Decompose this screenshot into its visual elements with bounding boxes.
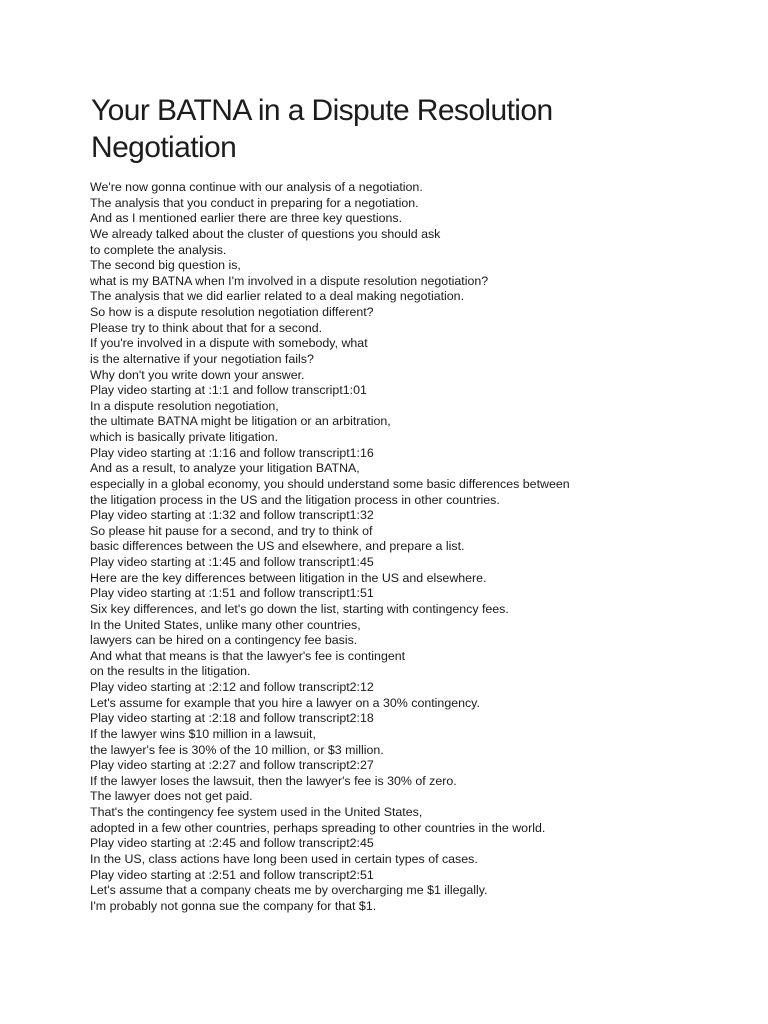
transcript-line: The analysis that you conduct in preparing for a negotiation. [90, 195, 419, 210]
transcript-timestamp-line: Play video starting at :2:45 and follow transcript2:45 [90, 836, 374, 851]
transcript-line: Please try to think about that for a second. [90, 320, 323, 335]
transcript-line: If the lawyer loses the lawsuit, then the lawyer's fee is 30% of zero. [90, 773, 457, 788]
transcript-line: on the results in the litigation. [90, 664, 251, 679]
transcript-line: And as I mentioned earlier there are three key questions. [90, 211, 403, 226]
transcript-timestamp-line: Play video starting at :2:12 and follow transcript2:12 [90, 680, 374, 694]
transcript-line: lawyers can be hired on a contingency fee basis. [90, 633, 358, 648]
transcript-line: what is my BATNA when I'm involved in a dispute resolution negotiation? [90, 273, 489, 288]
transcript-line: In a dispute resolution negotiation, [90, 398, 279, 413]
transcript-line: Why don't you write down your answer. [90, 367, 305, 382]
transcript-body [90, 180, 730, 914]
transcript-line: And what that means is that the lawyer's fee is contingent [90, 648, 406, 663]
transcript-line: which is basically private litigation. [90, 430, 279, 444]
transcript-line: We already talked about the cluster of questions you should ask [90, 226, 441, 241]
document-title: Your BATNA in a Dispute Resolution Negotiation [91, 94, 553, 164]
transcript-line: Here are the key differences between litigation in the US and elsewhere. [90, 570, 487, 585]
transcript-timestamp-line: Play video starting at :2:18 and follow transcript2:18 [90, 711, 374, 726]
transcript-line: I'm probably not gonna sue the company for that $1. [90, 898, 377, 913]
transcript-line: If the lawyer wins $10 million in a lawsuit, [90, 726, 316, 741]
transcript-line: the ultimate BATNA might be litigation or an arbitration, [90, 414, 391, 429]
transcript-line: Let's assume that a company cheats me by overcharging me $1 illegally. [90, 883, 488, 898]
transcript-line: especially in a global economy, you should understand some basic differences between [90, 476, 570, 491]
transcript-line: the lawyer's fee is 30% of the 10 million, or $3 million. [90, 742, 384, 757]
transcript-line: The second big question is, [90, 258, 241, 273]
transcript-line: The lawyer does not get paid. [90, 789, 253, 804]
transcript-timestamp-line: Play video starting at :1:16 and follow transcript1:16 [90, 445, 374, 460]
transcript-line: And as a result, to analyze your litigation BATNA, [90, 461, 360, 476]
transcript-timestamp-line: Play video starting at :1:1 and follow transcript1:01 [90, 383, 367, 398]
transcript-timestamp-line: Play video starting at :1:32 and follow transcript1:32 [90, 508, 374, 523]
transcript-line: In the US, class actions have long been used in certain types of cases. [90, 851, 478, 866]
transcript-line: the litigation process in the US and the litigation process in other countries. [90, 492, 500, 507]
transcript-line: basic differences between the US and elsewhere, and prepare a list. [90, 539, 465, 554]
transcript-line: We're now gonna continue with our analysis of a negotiation. [90, 180, 423, 194]
transcript-line: Let's assume for example that you hire a lawyer on a 30% contingency. [90, 695, 480, 710]
transcript-line: If you're involved in a dispute with somebody, what [90, 336, 368, 351]
transcript-timestamp-line: Play video starting at :1:51 and follow transcript1:51 [90, 586, 374, 601]
transcript-timestamp-line: Play video starting at :1:45 and follow transcript1:45 [90, 555, 374, 569]
transcript-timestamp-line: Play video starting at :2:27 and follow transcript2:27 [90, 758, 374, 773]
transcript-line: adopted in a few other countries, perhaps spreading to other countries in the world. [90, 820, 546, 835]
transcript-line: is the alternative if your negotiation fails? [90, 351, 314, 366]
transcript-timestamp-line: Play video starting at :2:51 and follow transcript2:51 [90, 867, 374, 882]
transcript-line: In the United States, unlike many other countries, [90, 617, 361, 632]
transcript-line: Six key differences, and let's go down the list, starting with contingency fees. [90, 601, 509, 616]
transcript-line: That's the contingency fee system used in the United States, [90, 805, 423, 819]
transcript-line: to complete the analysis. [90, 242, 227, 257]
transcript-line: The analysis that we did earlier related to a deal making negotiation. [90, 289, 465, 304]
transcript-line: So please hit pause for a second, and try to think of [90, 523, 373, 538]
transcript-line: So how is a dispute resolution negotiation different? [90, 305, 374, 319]
